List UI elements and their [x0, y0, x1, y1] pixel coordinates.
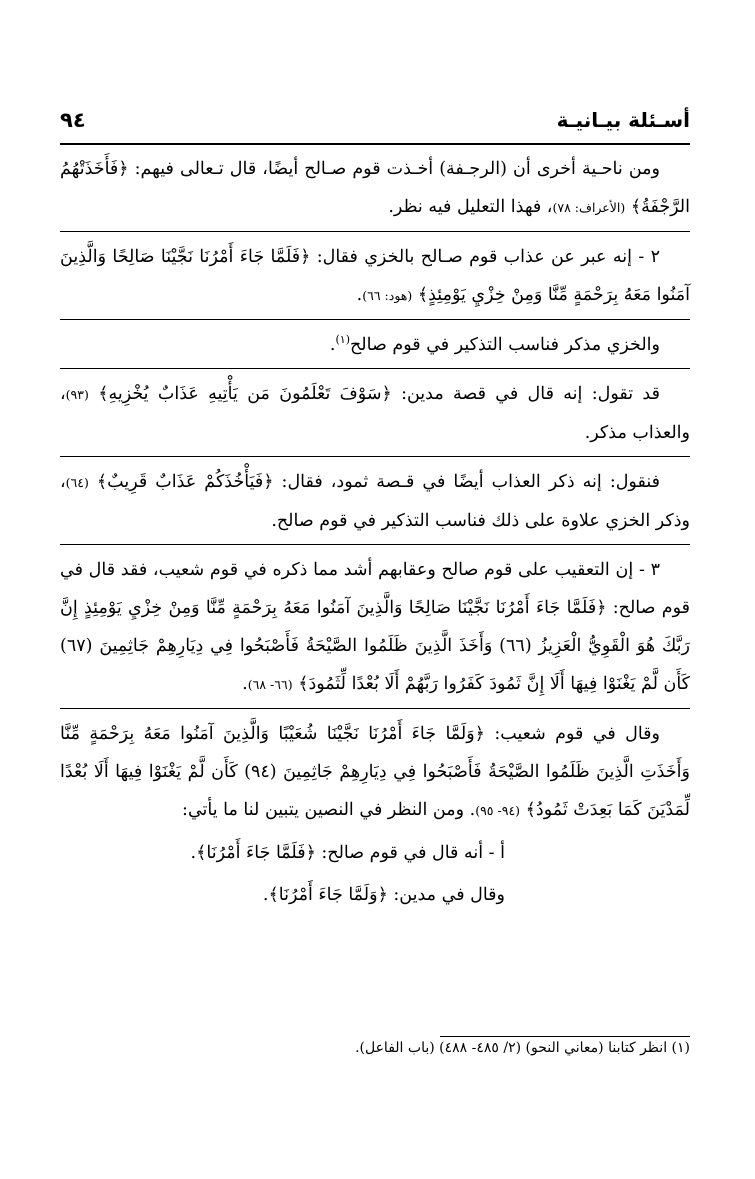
paragraph-2: ٢ - إنه عبر عن عذاب قوم صـالح بالخزي فقال: ﴿فَلَمَّا جَاءَ أَمْرُنَا نَجَّيْنَا صَالِحًا وَالَّذِينَ آمَنُوا مَعَهُ بِرَحْمَةٍ مِّنَّا وَمِنْ خِزْيِ يَوْمِئِذٍ﴾ (هود: ٦٦).	[60, 247, 690, 305]
verse-reference: (٩٤- ٩٥)	[475, 803, 521, 818]
paragraph-7: وقال في قوم شعيب: ﴿وَلَمَّا جَاءَ أَمْرُنَا نَجَّيْنَا شُعَيْبًا وَالَّذِينَ آمَنُوا مَعَهُ بِرَحْمَةٍ مِّنَّا وَأَخَذَتِ الَّذِينَ ظَلَمُوا الصَّيْحَةُ فَأَصْبَحُوا فِي دِيَارِهِمْ جَاثِمِينَ (٩٤) كَأَن لَّمْ يَغْنَوْا فِيهَا أَلَا بُعْدًا لِّمَدْيَنَ كَمَا بَعِدَتْ ثَمُودُ﴾ (٩٤- ٩٥). ومن النظر في النصين يتبين لنا ما يأتي:	[60, 724, 690, 820]
page-header	[60, 108, 690, 138]
footnote-mark: (١)	[335, 333, 351, 347]
quran-quote: ﴿فَلَمَّا جَاءَ أَمْرُنَا نَجَّيْنَا صَالِحًا وَالَّذِينَ آمَنُوا مَعَهُ بِرَحْمَةٍ مِّنَّا وَمِنْ خِزْيِ يَوْمِئِذٍ إِنَّ رَبَّكَ هُوَ الْقَوِيُّ الْعَزِيزُ (٦٦) وَأَخَذَ الَّذِينَ ظَلَمُوا الصَّيْحَةُ فَأَصْبَحُوا فِي دِيَارِهِمْ جَاثِمِينَ (٦٧) كَأَن لَّمْ يَغْنَوْا فِيهَا أَلَا إِنَّ ثَمُودَ كَفَرُوا رَبَّهُمْ أَلَا بُعْدًا لِّثَمُودَ﴾	[60, 598, 690, 694]
verse-reference: (٩٣)	[65, 387, 89, 402]
verse-reference: (هود: ٦٦)	[362, 288, 413, 303]
verse-reference: (٦٤)	[65, 475, 89, 490]
paragraph-divider	[60, 544, 690, 545]
header-divider	[60, 143, 690, 145]
paragraph-divider	[60, 456, 690, 457]
verse-reference: (الأعراف: ٧٨)	[552, 200, 626, 215]
page-body	[60, 150, 690, 918]
paragraph-5: فنقول: إنه ذكر العذاب أيضًا في قـصة ثمود، فقال: ﴿فَيَأْخُذَكُمْ عَذَابٌ قَرِيبٌ﴾ (٦٤)، وذكر الخزي علاوة على ذلك فناسب التذكير في قوم صالح.	[60, 472, 690, 531]
page-number: ٩٤	[60, 108, 86, 132]
paragraph-4: قد تقول: إنه قال في قصة مدين: ﴿سَوْفَ تَعْلَمُونَ مَن يَأْتِيهِ عَذَابٌ يُخْزِيهِ﴾ (٩٣)، والعذاب مذكر.	[60, 384, 690, 443]
quran-quote: ﴿فَلَمَّا جَاءَ أَمْرُنَا نَجَّيْنَا صَالِحًا وَالَّذِينَ آمَنُوا مَعَهُ بِرَحْمَةٍ مِّنَّا وَمِنْ خِزْيِ يَوْمِئِذٍ﴾	[60, 247, 690, 305]
running-title: أسـئلة بيـانيـة	[556, 108, 690, 132]
quran-quote: ﴿وَلَمَّا جَاءَ أَمْرُنَا نَجَّيْنَا شُعَيْبًا وَالَّذِينَ آمَنُوا مَعَهُ بِرَحْمَةٍ مِّنَّا وَأَخَذَتِ الَّذِينَ ظَلَمُوا الصَّيْحَةُ فَأَصْبَحُوا فِي دِيَارِهِمْ جَاثِمِينَ (٩٤) كَأَن لَّمْ يَغْنَوْا فِيهَا أَلَا بُعْدًا لِّمَدْيَنَ كَمَا بَعِدَتْ ثَمُودُ﴾	[60, 724, 690, 820]
paragraph-3: والخزي مذكر فناسب التذكير في قوم صالح$^{(١)}$.	[329, 333, 660, 355]
list-item-b: وقال في مدين: ﴿وَلَمَّا جَاءَ أَمْرُنَا﴾.	[262, 885, 505, 905]
paragraph-6: ٣ - إن التعقيب على قوم صالح وعقابهم أشد مما ذكره في قوم شعيب، فقد قال في قوم صالح: ﴿فَلَمَّا جَاءَ أَمْرُنَا نَجَّيْنَا صَالِحًا وَالَّذِينَ آمَنُوا مَعَهُ بِرَحْمَةٍ مِّنَّا وَمِنْ خِزْيِ يَوْمِئِذٍ إِنَّ رَبَّكَ هُوَ الْقَوِيُّ الْعَزِيزُ (٦٦) وَأَخَذَ الَّذِينَ ظَلَمُوا الصَّيْحَةُ فَأَصْبَحُوا فِي دِيَارِهِمْ جَاثِمِينَ (٦٧) كَأَن لَّمْ يَغْنَوْا فِيهَا أَلَا إِنَّ ثَمُودَ كَفَرُوا رَبَّهُمْ أَلَا بُعْدًا لِّثَمُودَ﴾ (٦٦- ٦٨).	[60, 560, 690, 694]
paragraph-divider	[60, 231, 690, 232]
quran-quote: ﴿فَلَمَّا جَاءَ أَمْرُنَا﴾	[196, 843, 316, 863]
footnote: (١) انظر كتابنا (معاني النحو) (٢/ ٤٨٥- ٤٨٨) (باب الفاعل).	[355, 1040, 690, 1056]
paragraph-divider	[60, 368, 690, 369]
quran-quote: ﴿فَيَأْخُذَكُمْ عَذَابٌ قَرِيبٌ﴾	[96, 472, 274, 492]
paragraph-1: ومن ناحـية أخرى أن (الرجـفة) أخـذت قوم صـالح أيضًا، قال تـعالى فيهم: ﴿فَأَخَذَتْهُمُ الرَّجْفَةُ﴾ (الأعراف: ٧٨)، فهذا التعليل فيه نظر.	[60, 159, 690, 217]
paragraph-divider	[60, 708, 690, 709]
list-item-a: أ - أنه قال في قوم صالح: ﴿فَلَمَّا جَاءَ أَمْرُنَا﴾.	[190, 843, 505, 863]
footnote-divider	[440, 1036, 690, 1037]
quran-quote: ﴿سَوْفَ تَعْلَمُونَ مَن يَأْتِيهِ عَذَابٌ يُخْزِيهِ﴾	[98, 384, 392, 404]
verse-reference: (٦٦- ٦٨)	[247, 677, 293, 692]
quran-quote: ﴿فَأَخَذَتْهُمُ الرَّجْفَةُ﴾	[60, 159, 690, 217]
paragraph-divider	[60, 319, 690, 320]
quran-quote: ﴿وَلَمَّا جَاءَ أَمْرُنَا﴾	[268, 885, 388, 905]
